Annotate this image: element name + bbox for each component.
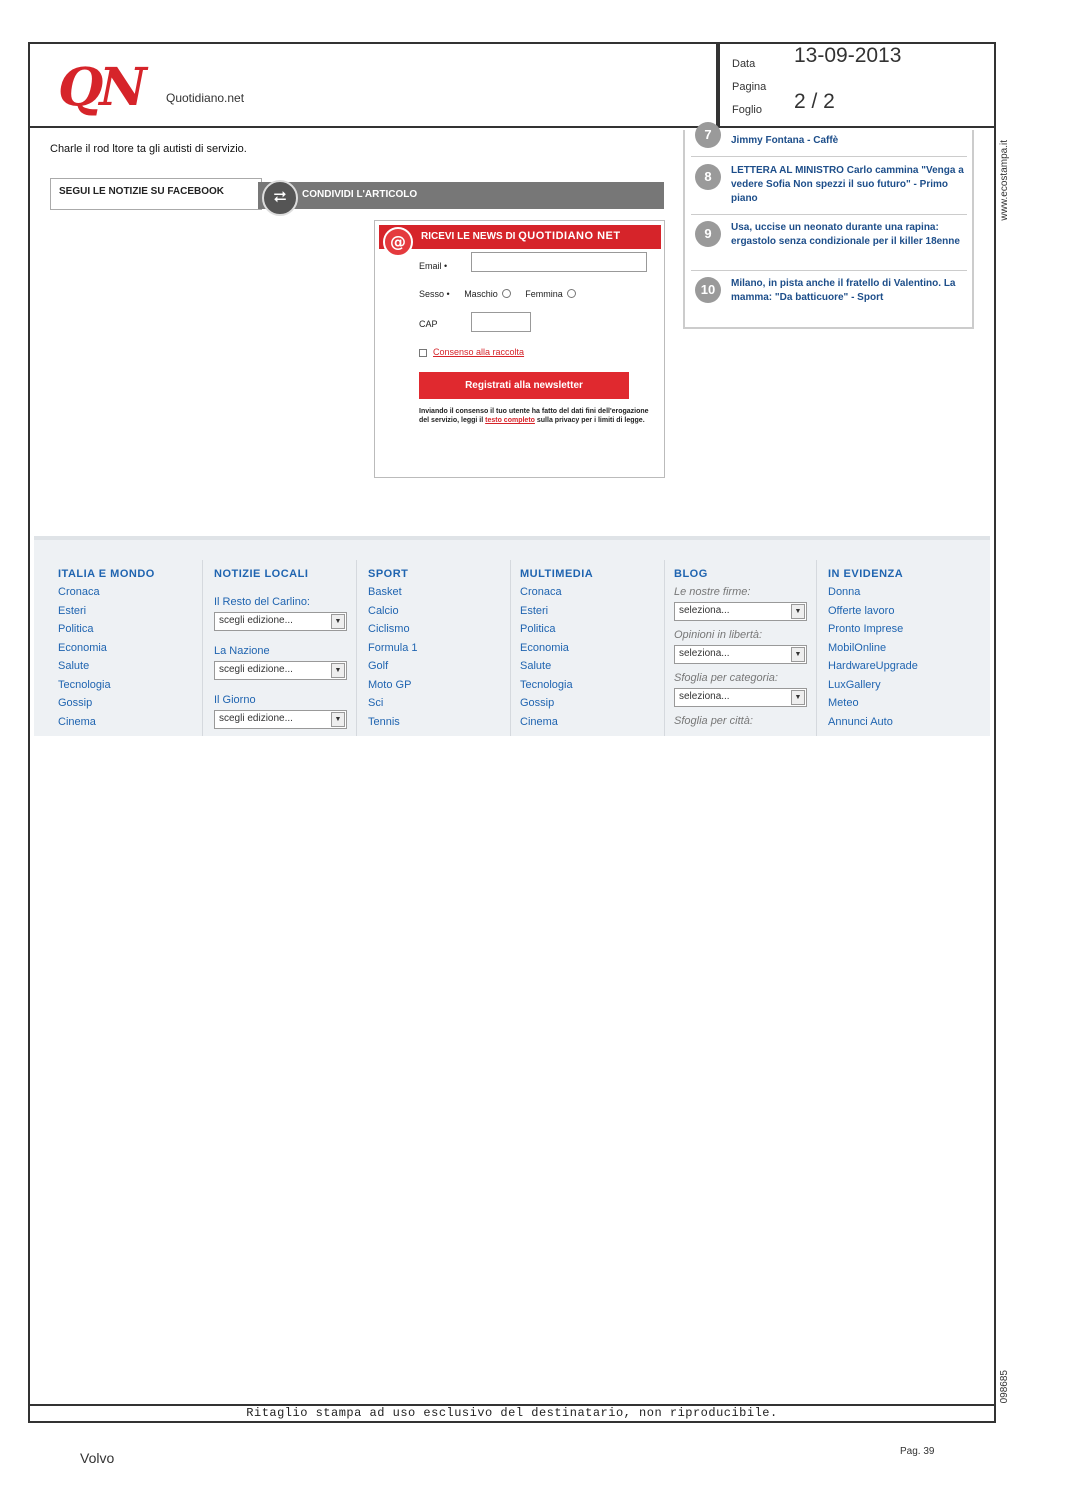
logo-site-name: Quotidiano.net — [166, 91, 245, 105]
female-label: Femmina — [525, 289, 563, 299]
blog-select[interactable] — [674, 645, 807, 664]
menu-col-evidenza — [828, 568, 918, 734]
blog-select[interactable] — [674, 688, 807, 707]
menu-link[interactable]: Salute — [520, 660, 552, 672]
select-value: scegli edizione... — [219, 713, 293, 724]
clipping-disclaimer: Ritaglio stampa ad uso esclusivo del destinatario, non riproducibile. — [246, 1406, 778, 1420]
newsletter-brand: QUOTIDIANO NET — [518, 230, 621, 242]
consent-row — [419, 347, 524, 357]
article-lead: Charle il rod ltore ta gli autisti di servizio. — [50, 143, 247, 155]
select-value: seleziona... — [679, 691, 730, 702]
sex-label: Sesso • — [419, 289, 450, 299]
select-value: seleziona... — [679, 605, 730, 616]
menu-link[interactable]: Ciclismo — [368, 623, 410, 635]
column-divider — [202, 560, 203, 736]
menu-col-title: MULTIMEDIA — [520, 568, 594, 580]
most-read-text[interactable]: Jimmy Fontana - Caffè — [731, 135, 839, 146]
share-article-button[interactable]: CONDIVIDI L'ARTICOLO — [258, 182, 664, 209]
consent-checkbox[interactable] — [419, 349, 427, 357]
male-radio[interactable] — [502, 289, 511, 298]
privacy-note — [419, 407, 649, 425]
menu-link[interactable]: Gossip — [58, 697, 93, 709]
female-radio[interactable] — [567, 289, 576, 298]
logo-mark: QN — [58, 57, 143, 118]
at-sign-icon: @ — [383, 227, 413, 257]
select-value: scegli edizione... — [219, 664, 293, 675]
most-read-text[interactable]: LETTERA AL MINISTRO Carlo cammina "Venga a vedere Sofia Non spezzi il suo futuro" - Primo piano — [731, 165, 964, 204]
blog-label: Sfoglia per città: — [674, 715, 753, 727]
menu-link[interactable]: Economia — [520, 641, 569, 654]
menu-link[interactable]: La Nazione — [214, 645, 270, 657]
qn-logo — [58, 57, 245, 118]
email-field[interactable] — [471, 252, 647, 272]
menu-link[interactable]: Il Giorno — [214, 694, 256, 706]
separator — [691, 214, 967, 215]
chevron-down-icon: ▼ — [791, 647, 805, 662]
menu-col-blog — [674, 568, 807, 731]
date-row — [732, 44, 902, 72]
menu-link[interactable]: Pronto Imprese — [828, 623, 904, 635]
menu-link[interactable]: Meteo — [828, 697, 859, 709]
most-read-box — [683, 127, 974, 329]
menu-link[interactable]: Sci — [368, 697, 384, 709]
cap-field[interactable] — [471, 312, 531, 332]
menu-link[interactable]: Politica — [520, 623, 556, 635]
newsletter-header — [379, 225, 661, 249]
privacy-note-tail: sulla privacy per i limiti di legge. — [536, 417, 645, 424]
sheet-row — [732, 90, 835, 118]
email-label: Email • — [419, 261, 448, 271]
newsletter-title: RICEVI LE NEWS DI — [421, 231, 516, 242]
chevron-down-icon: ▼ — [791, 604, 805, 619]
menu-col-title: IN EVIDENZA — [828, 568, 904, 580]
consent-link[interactable]: Consenso alla raccolta — [433, 347, 525, 357]
edition-select[interactable] — [214, 710, 347, 729]
menu-link[interactable]: Cronaca — [58, 586, 100, 598]
blog-label: Sfoglia per categoria: — [674, 672, 778, 684]
menu-link[interactable]: HardwareUpgrade — [828, 660, 918, 672]
page-row — [732, 77, 766, 95]
male-label: Maschio — [464, 289, 498, 299]
column-divider — [356, 560, 357, 736]
side-website: www.ecostampa.it — [999, 140, 1010, 221]
menu-col-sport — [368, 568, 418, 734]
menu-link[interactable]: Basket — [368, 586, 402, 598]
menu-link[interactable]: Moto GP — [368, 678, 412, 691]
newsletter-box — [374, 220, 665, 478]
blog-select[interactable] — [674, 602, 807, 621]
privacy-note-link[interactable]: testo completo — [485, 417, 535, 424]
menu-link[interactable]: Calcio — [368, 604, 399, 617]
menu-link[interactable]: Esteri — [520, 604, 549, 617]
site-footer-menu — [34, 536, 990, 736]
menu-link[interactable]: Annunci Auto — [828, 715, 893, 728]
sex-row — [419, 289, 576, 299]
menu-link[interactable]: Il Resto del Carlino: — [214, 596, 310, 608]
most-read-text[interactable]: Milano, in pista anche il fratello di Valentino. La mamma: "Da batticuore" - Sport — [731, 278, 956, 303]
rank-badge: 10 — [695, 277, 721, 303]
menu-link[interactable]: Donna — [828, 586, 861, 598]
blog-label: Le nostre firme: — [674, 586, 751, 598]
menu-link[interactable]: Formula 1 — [368, 641, 418, 654]
select-value: seleziona... — [679, 648, 730, 659]
menu-link[interactable]: Salute — [58, 660, 90, 672]
sheet-value: 2 / 2 — [794, 90, 835, 113]
rank-badge: 9 — [695, 221, 721, 247]
menu-col-locali — [214, 568, 347, 736]
menu-link[interactable]: Cinema — [58, 715, 96, 728]
client-name: Volvo — [80, 1450, 115, 1466]
menu-col-multimedia — [520, 568, 593, 734]
menu-col-title: ITALIA E MONDO — [58, 568, 155, 580]
menu-link[interactable]: Tecnologia — [58, 678, 111, 691]
most-read-item[interactable] — [691, 127, 971, 156]
menu-link[interactable]: Esteri — [58, 604, 87, 617]
chevron-down-icon: ▼ — [331, 663, 345, 678]
sheet-label: Foglio — [732, 104, 762, 116]
menu-link[interactable]: Offerte lavoro — [828, 604, 895, 617]
menu-link[interactable]: Cinema — [520, 715, 558, 728]
column-divider — [816, 560, 817, 736]
facebook-follow-button[interactable]: SEGUI LE NOTIZIE SU FACEBOOK — [50, 178, 262, 210]
share-icon[interactable]: ⮂ — [262, 180, 298, 216]
menu-link[interactable]: Economia — [58, 641, 107, 654]
menu-link[interactable]: Tecnologia — [520, 678, 573, 691]
menu-link[interactable]: LuxGallery — [828, 678, 881, 691]
privacy-note-text: Inviando il consenso il tuo utente ha fatto del dati fini dell'erogazione del servizio, leggi il — [419, 408, 649, 424]
chevron-down-icon: ▼ — [791, 690, 805, 705]
column-divider — [664, 560, 665, 736]
menu-link[interactable]: Tennis — [368, 715, 400, 728]
chevron-down-icon: ▼ — [331, 712, 345, 727]
rank-badge: 8 — [695, 164, 721, 190]
date-label: Data — [732, 58, 756, 70]
menu-col-title: SPORT — [368, 568, 409, 580]
menu-col-italia — [58, 568, 155, 734]
rank-badge: 7 — [695, 122, 721, 148]
chevron-down-icon: ▼ — [331, 614, 345, 629]
cap-label: CAP — [419, 319, 438, 329]
separator — [691, 270, 967, 271]
page-label: Pagina — [732, 81, 767, 93]
menu-col-title: NOTIZIE LOCALI — [214, 568, 309, 580]
menu-link[interactable]: Gossip — [520, 697, 555, 709]
edition-select[interactable] — [214, 612, 347, 631]
date-value: 13-09-2013 — [794, 44, 902, 67]
page-number: Pag. 39 — [900, 1446, 935, 1457]
column-divider — [510, 560, 511, 736]
side-code: 098685 — [999, 1370, 1010, 1404]
menu-link[interactable]: Cronaca — [520, 586, 562, 598]
menu-link[interactable]: MobilOnline — [828, 641, 887, 654]
menu-link[interactable]: Politica — [58, 623, 94, 635]
select-value: scegli edizione... — [219, 615, 293, 626]
separator — [691, 156, 967, 157]
edition-select[interactable] — [214, 661, 347, 680]
blog-label: Opinioni in libertà: — [674, 629, 763, 641]
menu-col-title: BLOG — [674, 568, 708, 580]
menu-link[interactable]: Golf — [368, 660, 389, 672]
newsletter-submit-button[interactable]: Registrati alla newsletter — [419, 372, 629, 399]
most-read-text[interactable]: Usa, uccise un neonato durante una rapina: ergastolo senza condizionale per il killer 18enne — [731, 222, 960, 247]
